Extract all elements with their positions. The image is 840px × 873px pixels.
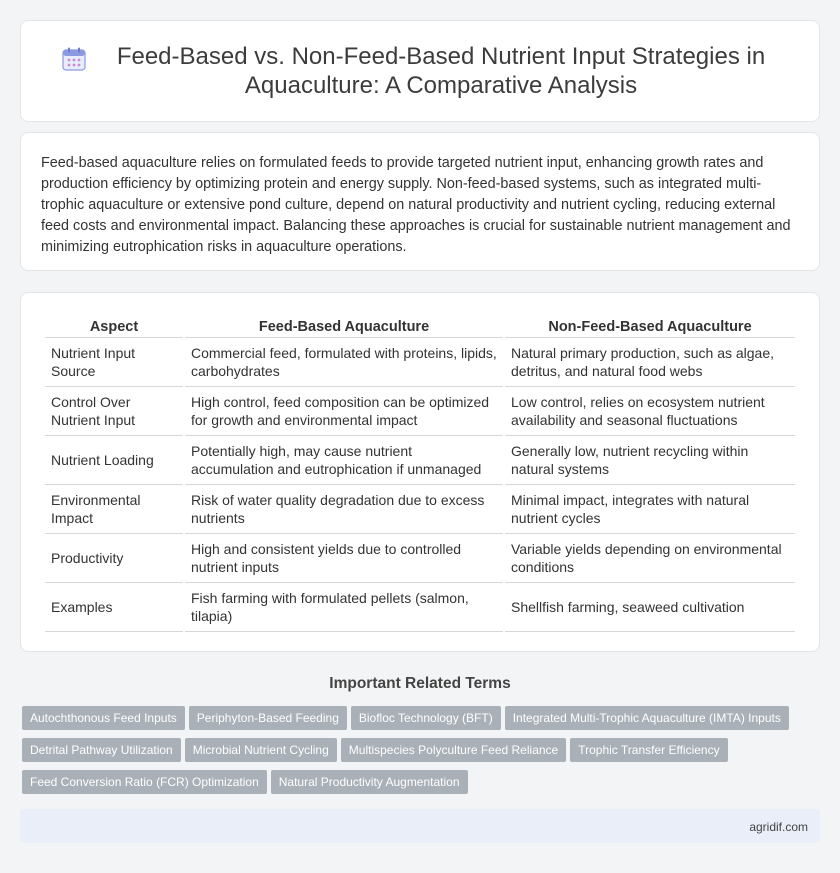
header-feed-based: Feed-Based Aquaculture bbox=[185, 315, 503, 338]
title-wrap bbox=[21, 42, 819, 100]
related-term-tag[interactable]: Trophic Transfer Efficiency bbox=[570, 738, 727, 762]
related-term-tag[interactable]: Autochthonous Feed Inputs bbox=[22, 706, 185, 730]
row-non-feed-based: Natural primary production, such as algae, detritus, and natural food webs bbox=[505, 338, 795, 387]
related-term-tag[interactable]: Periphyton-Based Feeding bbox=[189, 706, 347, 730]
header-non-feed-based: Non-Feed-Based Aquaculture bbox=[505, 315, 795, 338]
row-feed-based: Fish farming with formulated pellets (salmon, tilapia) bbox=[185, 583, 503, 632]
intro-card bbox=[20, 132, 820, 271]
row-aspect: Productivity bbox=[45, 534, 183, 583]
table-row bbox=[45, 436, 795, 485]
row-feed-based: High and consistent yields due to controlled nutrient inputs bbox=[185, 534, 503, 583]
related-term-tag[interactable]: Multispecies Polyculture Feed Reliance bbox=[341, 738, 566, 762]
comparison-table bbox=[43, 315, 797, 632]
intro-paragraph: Feed-based aquaculture relies on formulated feeds to provide targeted nutrient input, enhancing growth rates and production efficiency by optimizing protein and energy supply. Non-feed-based systems, such as integrated multi-trophic aquaculture or extensive pond culture, depend on natural productivity and nutrient cycling, reducing external feed costs and environmental impact. Balancing these approaches is crucial for sustainable nutrient management and minimizing eutrophication risks in aquaculture operations. bbox=[41, 155, 791, 255]
table-row bbox=[45, 387, 795, 436]
row-feed-based: High control, feed composition can be optimized for growth and environmental impact bbox=[185, 387, 503, 436]
table-row bbox=[45, 534, 795, 583]
row-feed-based: Potentially high, may cause nutrient accumulation and eutrophication if unmanaged bbox=[185, 436, 503, 485]
footer-site-link[interactable]: agridif.com bbox=[749, 820, 808, 834]
table-header-row bbox=[45, 315, 795, 338]
related-term-tag[interactable]: Detrital Pathway Utilization bbox=[22, 738, 181, 762]
related-terms-title: Important Related Terms bbox=[329, 675, 511, 692]
title-card bbox=[20, 20, 820, 122]
related-term-tag[interactable]: Feed Conversion Ratio (FCR) Optimization bbox=[22, 770, 267, 794]
table-row bbox=[45, 583, 795, 632]
related-term-tag[interactable]: Natural Productivity Augmentation bbox=[271, 770, 468, 794]
related-term-tag[interactable]: Integrated Multi-Trophic Aquaculture (IMTA) Inputs bbox=[505, 706, 789, 730]
row-aspect: Examples bbox=[45, 583, 183, 632]
row-non-feed-based: Shellfish farming, seaweed cultivation bbox=[505, 583, 795, 632]
page-title: Feed-Based vs. Non-Feed-Based Nutrient Input Strategies in Aquaculture: A Comparative Analysis bbox=[116, 43, 766, 99]
row-non-feed-based: Generally low, nutrient recycling within natural systems bbox=[505, 436, 795, 485]
footer bbox=[20, 809, 820, 843]
related-terms-tags bbox=[22, 706, 822, 802]
table-row bbox=[45, 485, 795, 534]
row-aspect: Nutrient Loading bbox=[45, 436, 183, 485]
row-non-feed-based: Minimal impact, integrates with natural nutrient cycles bbox=[505, 485, 795, 534]
comparison-table-card bbox=[20, 292, 820, 652]
row-non-feed-based: Variable yields depending on environmental conditions bbox=[505, 534, 795, 583]
related-term-tag[interactable]: Biofloc Technology (BFT) bbox=[351, 706, 501, 730]
related-term-tag[interactable]: Microbial Nutrient Cycling bbox=[185, 738, 337, 762]
row-aspect: Environmental Impact bbox=[45, 485, 183, 534]
table-row bbox=[45, 338, 795, 387]
row-non-feed-based: Low control, relies on ecosystem nutrient availability and seasonal fluctuations bbox=[505, 387, 795, 436]
row-feed-based: Risk of water quality degradation due to excess nutrients bbox=[185, 485, 503, 534]
row-aspect: Control Over Nutrient Input bbox=[45, 387, 183, 436]
calendar-icon bbox=[61, 46, 87, 72]
header-aspect: Aspect bbox=[45, 315, 183, 338]
row-feed-based: Commercial feed, formulated with proteins, lipids, carbohydrates bbox=[185, 338, 503, 387]
row-aspect: Nutrient Input Source bbox=[45, 338, 183, 387]
